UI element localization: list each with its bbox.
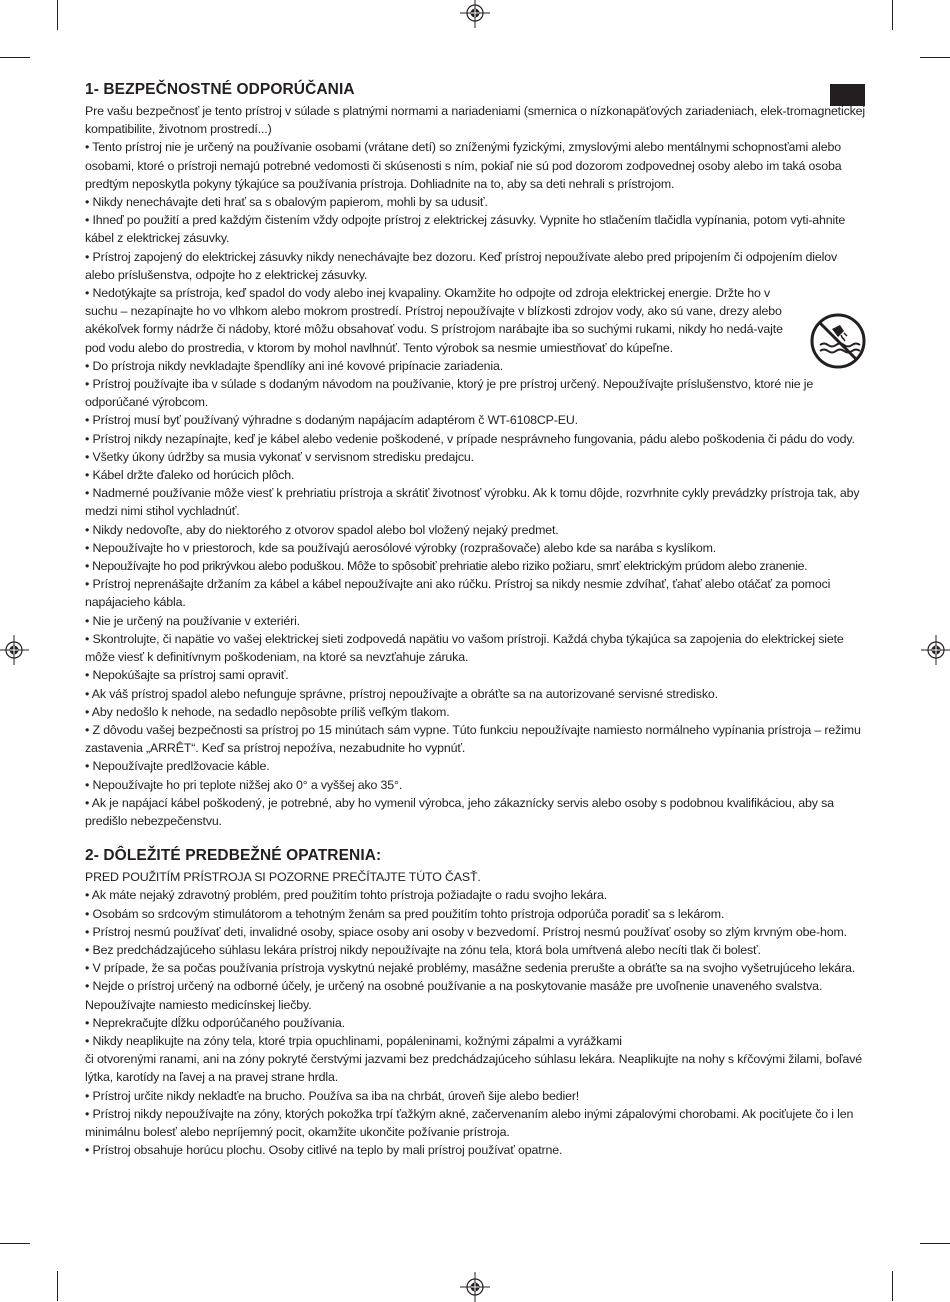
- crop-mark: [0, 1243, 30, 1244]
- list-item: • Prístroj nesmú používať deti, invalidné osoby, spiace osoby ani osoby v bezvedomí. Prístroj nesmú používať osoby so zlým krvným obe-hom.: [85, 924, 847, 939]
- crop-mark: [0, 57, 30, 58]
- registration-target-icon: [460, 0, 490, 28]
- list-item: • Z dôvodu vašej bezpečnosti sa prístroj po 15 minútach sám vypne. Túto funkciu nepoužívajte namiesto normálneho vypínania prístroja – režimu zastavenia „ARRÊT“. Keď sa prístroj nepoźíva, nezabudnite ho vypnúť.: [85, 722, 861, 756]
- crop-mark: [892, 0, 893, 30]
- registration-target-icon: [460, 1272, 490, 1302]
- list-item: • Nepoužívajte predlžovacie káble.: [85, 759, 270, 774]
- list-item: • Ak je napájací kábel poškodený, je potrebné, aby ho vymenil výrobca, jeho zákaznícky servis alebo osoby s podobnou kvalifikáciou, aby sa predišlo nebezpečenstvu.: [85, 795, 834, 828]
- list-item: • Osobám so srdcovým stimulátorom a tehotným ženám sa pred použitím tohto prístroja odporúča poradiť sa s lekárom.: [85, 906, 725, 921]
- list-item: • Nikdy neaplikujte na zóny tela, ktoré trpia opuchlinami, popáleninami, kožnými zápalmi a vyrážkami: [85, 1033, 622, 1048]
- document-body: [85, 80, 865, 1159]
- list-item: • Prístroj určite nikdy nekladťe na brucho. Používa sa iba na chrbát, úroveň šije alebo bedier!: [85, 1088, 580, 1103]
- list-item: • Prístroj používajte iba v súlade s dodaným návodom na používanie, ktorý je pre prístroj určený. Nepoužívajte príslušenstvo, ktoré nie je odporúčané výrobcom.: [85, 377, 814, 410]
- list-item: • Prístroj nikdy nezapínajte, keď je kábel alebo vedenie poškodené, v prípade nesprávneho fungovania, pádu alebo poškodenia či pádu do vody.: [85, 431, 855, 446]
- list-item: • Nepoužívajte ho pri teplote nižšej ako 0° a vyššej ako 35°.: [85, 777, 403, 792]
- registration-target-icon: [921, 635, 950, 665]
- section-1-title: 1- BEZPEČNOSTNÉ ODPORÚČANIA: [85, 81, 355, 98]
- list-item: • Prístroj musí byť používaný výhradne s dodaným napájacím adaptérom č WT-6108CP-EU.: [85, 413, 578, 428]
- list-item: • Ak máte nejaký zdravotný problém, pred použitím tohto prístroja požiadajte o radu svojho lekára.: [85, 888, 608, 903]
- crop-mark: [57, 0, 58, 30]
- list-item: • Nedotýkajte sa prístroja, keď spadol do vody alebo inej kvapaliny. Okamžite ho odpojte od zdroja elektrickej energie. Držte ho v suchu – nezapínajte ho vo vlhkom alebo mokrom prostredí. Prístroj nepoužívajte v blízkosti zdrojov vody, ako sú vane, drezy alebo akékoľvek formy nádrže či nádoby, ktoré môžu obsahovať vodu. S prístrojom narábajte iba so suchými rukami, nikdy ho nedá-vajte pod vodu alebo do prostredia, v ktorom by mohol navlhnúť. Tento výrobok sa nesmie umiestňovať do kúpeľne.: [85, 286, 783, 355]
- list-item: • Nikdy nenechávajte deti hrať sa s obalovým papierom, mohli by sa udusiť.: [85, 195, 488, 210]
- crop-mark: [920, 1243, 950, 1244]
- list-item: • Do prístroja nikdy nevkladajte špendlíky ani iné kovové pripínacie zariadenia.: [85, 358, 503, 373]
- list-item: • Skontrolujte, či napätie vo vašej elektrickej sieti zodpovedá napätiu vo vašom prístroji. Každá chyba týkajúca sa zapojenia do elektrickej siete môže viesť k definitívnym poškodeniam, na ktoré sa nevzťahuje záruka.: [85, 631, 844, 665]
- list-item: • Kábel držte ďaleko od horúcich plôch.: [85, 468, 295, 483]
- list-item: • Ihneď po použití a pred každým čistením vždy odpojte prístroj z elektrickej zásuvky. Vypnite ho stlačením tlačidla vypínania, potom vyti-ahnite kábel z elektrickej zásuvky.: [85, 213, 846, 246]
- list-item: • Všetky úkony údržby sa musia vykonať v servisnom stredisku predajcu.: [85, 449, 474, 464]
- section-2-title: 2- DÔLEŽITÉ PREDBEŽNÉ OPATRENIA:: [85, 847, 382, 865]
- list-item: • Prístroj nikdy nepoužívajte na zóny, ktorých pokožka trpí ťažkým akné, začervenaním alebo inými zápalovými chorobami. Ak pociťujete čo i len minimálnu bolesť alebo nepríjemný pocit, okamžite ukončite požívanie prístroja.: [85, 1106, 854, 1139]
- list-item: • Tento prístroj nie je určený na používanie osobami (vrátane detí) so zníženými fyzickými, zmyslovými alebo mentálnymi schopnosťami alebo osobami, ktoré o prístroji nemajú potrebné vedomosti či skúsenosti s ním, pokiaľ nie sú pod dozorom zodpovednej osoby alebo im taká osoba predtým neposkytla pokyny týkajúce sa používania prístroja. Dohliadnite na to, aby sa deti nehrali s prístrojom.: [85, 140, 842, 191]
- list-item: • Prístroj zapojený do elektrickej zásuvky nikdy nenechávajte bez dozoru. Keď prístroj nepoužívate alebo pred pripojením či odpojením dielov alebo príslušenstva, odpojte ho z elektrickej zásuvky.: [85, 249, 838, 282]
- registration-target-icon: [0, 635, 29, 665]
- list-item: • Nadmerné používanie môže viesť k prehriatiu prístroja a skrátiť životnosť výrobku. Ak k tomu dôjde, rozvrhnite cykly prevádzky prístroja tak, aby medzi nimi stihol vychladnúť.: [85, 486, 860, 519]
- list-item: • Nepoužívajte ho v priestoroch, kde sa používajú aerosólové výrobky (rozprašovače) alebo kde sa narába s kyslíkom.: [85, 540, 717, 555]
- list-item: • Nie je určený na používanie v exteriéri.: [85, 613, 300, 628]
- list-item: • Nikdy nedovoľte, aby do niektorého z otvorov spadol alebo bol vložený nejaký predmet.: [85, 522, 559, 537]
- crop-mark: [920, 57, 950, 58]
- section-2-intro: PRED POUŽITÍM PRÍSTROJA SI POZORNE PREČÍTAJTE TÚTO ČASŤ.: [85, 870, 481, 885]
- list-item: • Nepokúšajte sa prístroj sami opraviť.: [85, 668, 289, 683]
- list-item: či otvorenými ranami, ani na zóny pokryté čerstvými jazvami bez predchádzajúceho súhlasu lekára. Neaplikujte na nohy s kŕčovými žilami, boľavé lýtka, karotídy na ľavej a na pravej strane hrdla.: [85, 1052, 863, 1085]
- list-item: • Nepoužívajte ho pod prikrývkou alebo poduškou. Môže to spôsobiť prehriatie alebo riziko požiaru, smrť elektrickým prúdom alebo zranenie.: [85, 559, 808, 574]
- list-item: • V prípade, že sa počas používania prístroja vyskytnú nejaké problémy, masážne sedenia prerušte a obráťte sa na svojho vyšetrujúceho lekára.: [85, 961, 856, 976]
- list-item: • Aby nedošlo k nehode, na sedadlo nepôsobte príliš veľkým tlakom.: [85, 704, 450, 719]
- section-1-intro: Pre vašu bezpečnosť je tento prístroj v súlade s platnými normami a nariadeniami (smernica o nízkonapäťových zariadeniach, elek-tromagnetickej kompatibilite, životnom prostredí...): [85, 104, 866, 137]
- list-item: • Ak váš prístroj spadol alebo nefunguje správne, prístroj nepoužívajte a obráťte sa na autorizované servisné stredisko.: [85, 686, 718, 701]
- list-item: • Prístroj neprenášajte držaním za kábel a kábel nepoužívajte ani ako rúčku. Prístroj sa nikdy nesmie zdvíhať, ťahať alebo otáčať za pomoci napájacieho kábla.: [85, 577, 831, 610]
- list-item: • Bez predchádzajúceho súhlasu lekára prístroj nikdy nepoužívajte na zónu tela, ktorá bola umŕtvená alebo necíti tlak či bolesť.: [85, 942, 761, 957]
- list-item: • Prístroj obsahuje horúcu plochu. Osoby citlivé na teplo by mali prístroj používať opatrne.: [85, 1143, 563, 1158]
- crop-mark: [892, 1271, 893, 1301]
- crop-mark: [57, 1271, 58, 1301]
- list-item: • Neprekračujte dĺžku odporúčaného používania.: [85, 1015, 345, 1030]
- list-item: • Nejde o prístroj určený na odborné účely, je určený na osobné používanie a na poskytovanie masáže pre uvoľnenie unaveného svalstva. Nepoužívajte namiesto medicínskej liečby.: [85, 979, 823, 1012]
